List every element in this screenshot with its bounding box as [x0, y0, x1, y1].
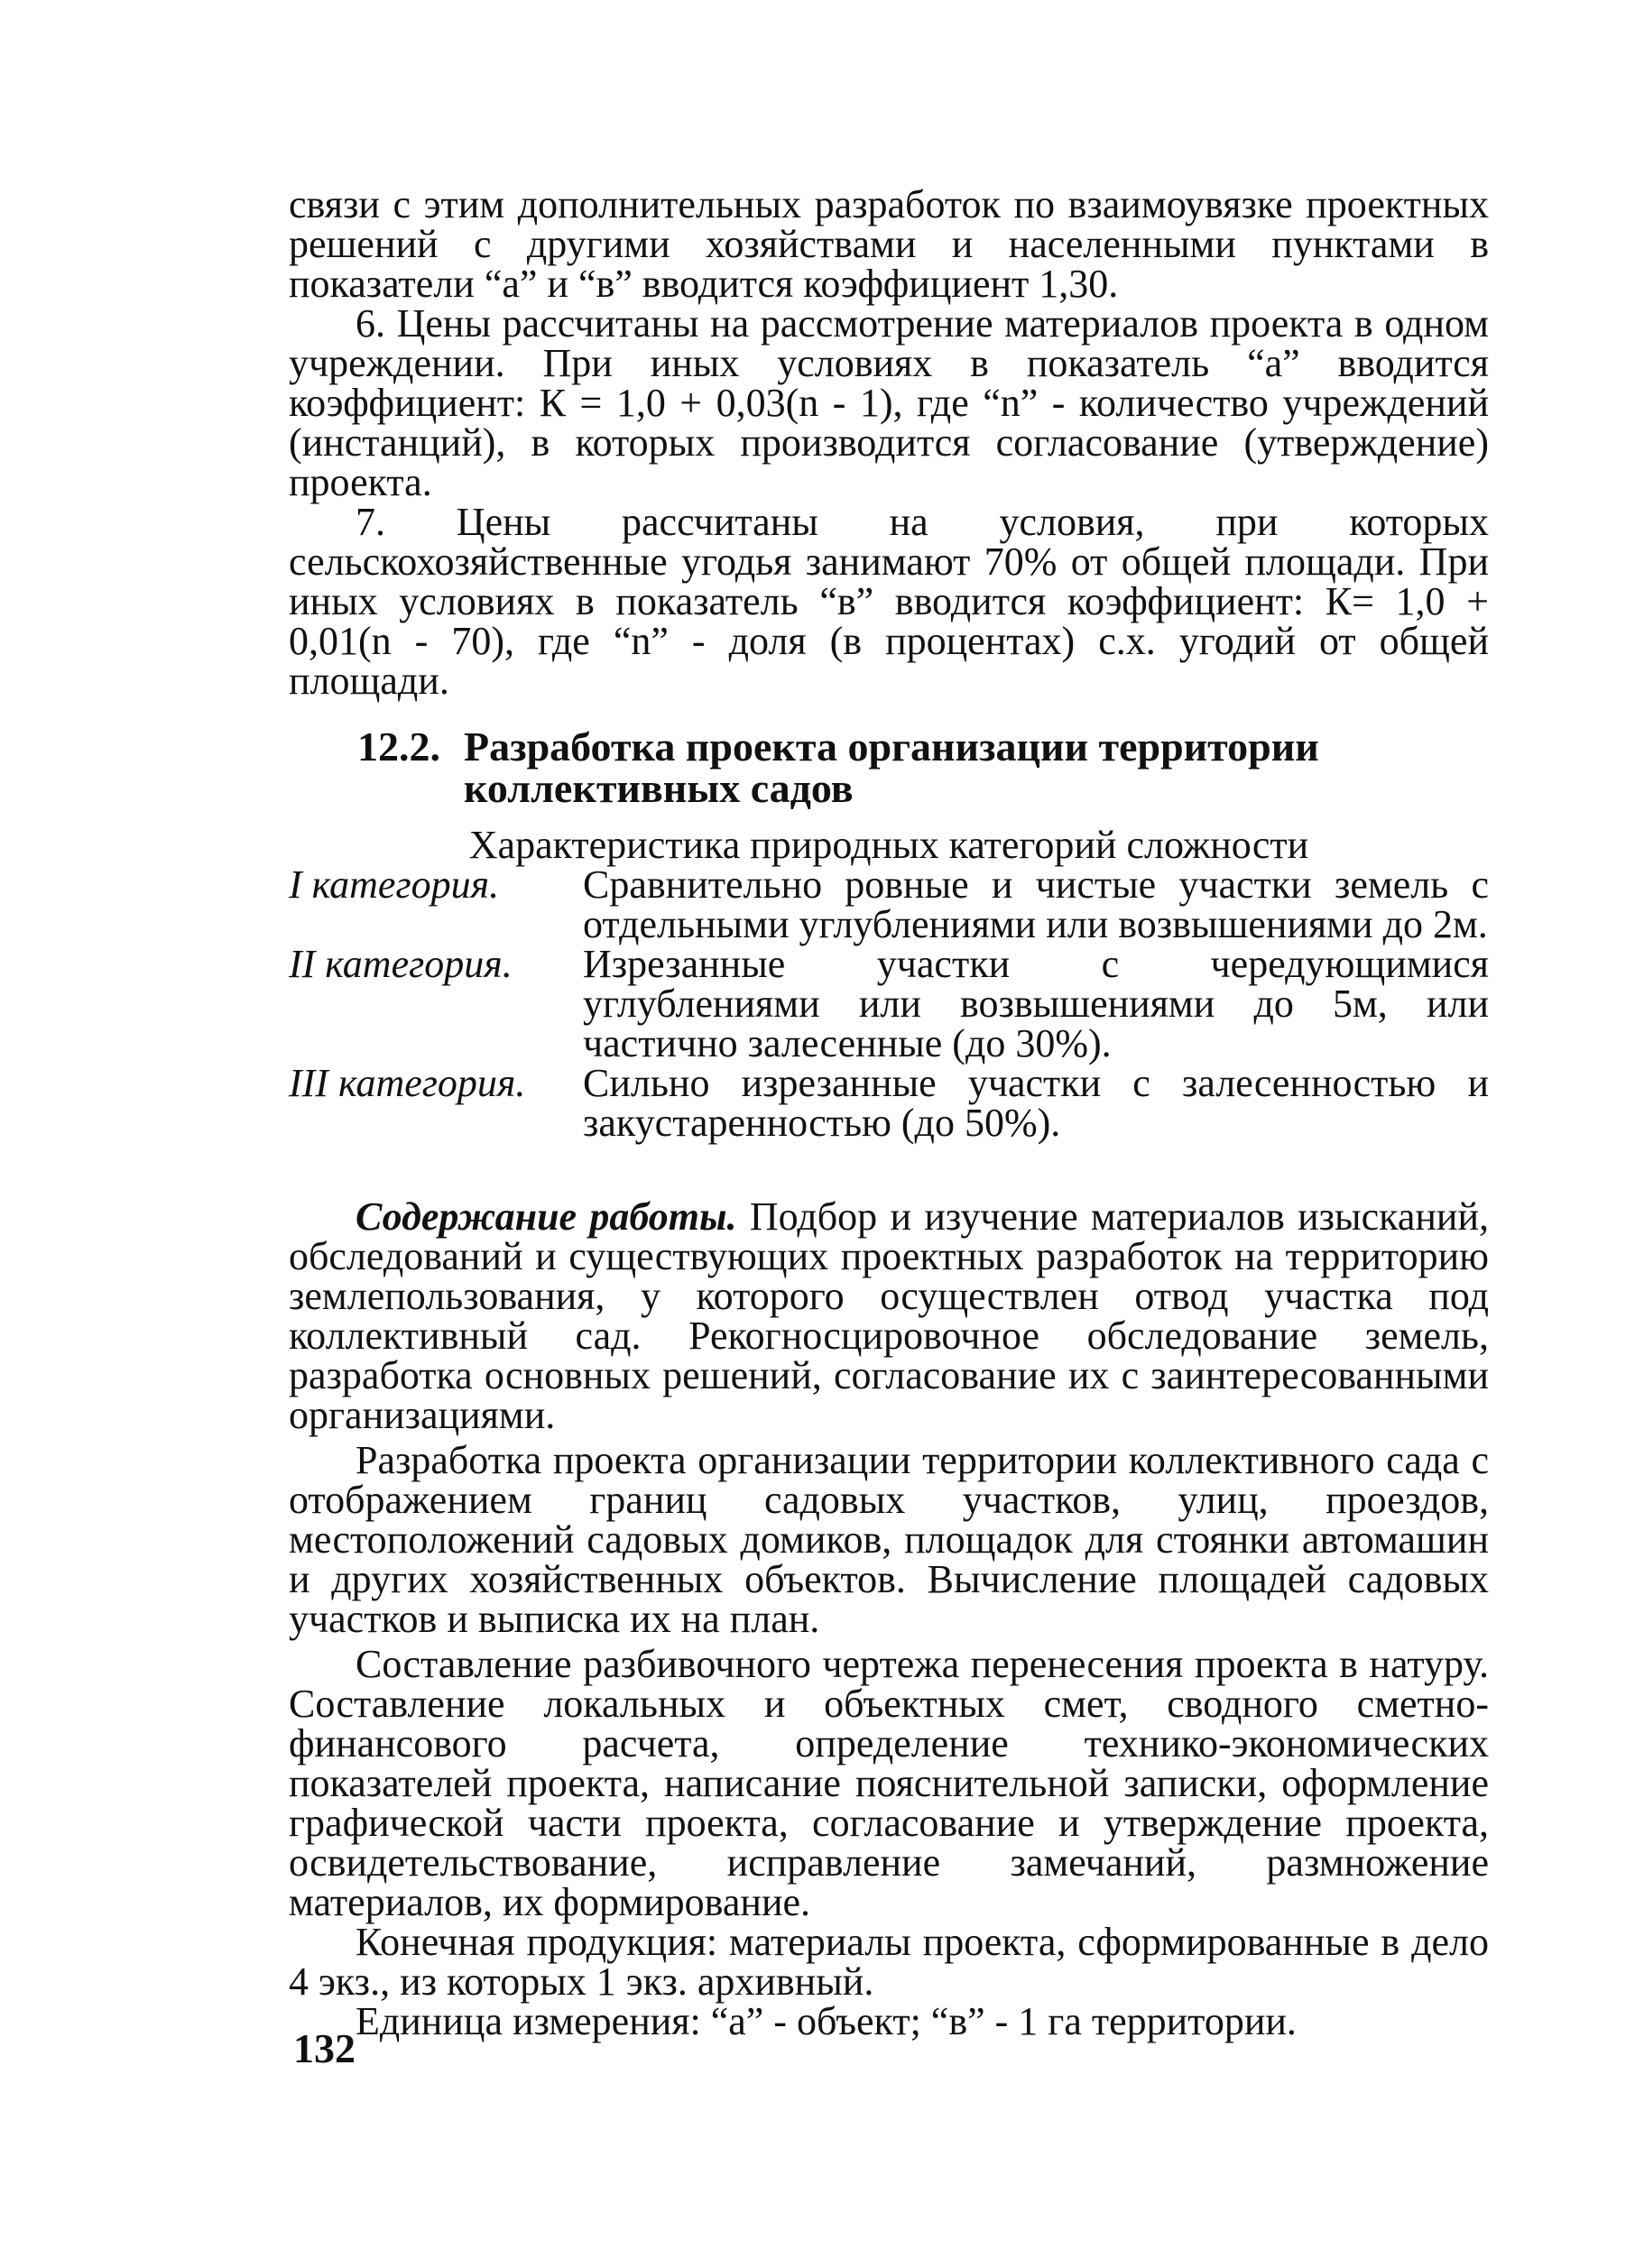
categories-subheading: Характеристика природных категорий сложности	[468, 823, 1309, 867]
final-product-paragraph: Конечная продукция: материалы проекта, сформированные в дело 4 экз., из которых 1 экз. архивный.	[289, 1920, 1489, 2004]
project-development-paragraph: Разработка проекта организации территории коллективного сада с отображением границ садовых участков, улиц, проездов, местоположений садовых домиков, площадок для стоянки автомашин и других хозяйственных объектов. Вычисление площадей садовых участков и выписка их на план.	[289, 1438, 1489, 1641]
category-label: I категория.	[289, 862, 500, 907]
work-content-text: Подбор и изучение материалов изысканий, обследований и существующих проектных разработок на территорию землепользования, у которого осуществлен отвод участка под коллективный сад. Рекогносцировочное обследование земель, разработка основных решений, согласование их с заинтересованными организациями.	[289, 1194, 1490, 1437]
section-heading	[289, 726, 1489, 809]
category-1	[289, 862, 1489, 946]
category-2	[289, 942, 1489, 1065]
work-content-paragraph	[289, 1194, 1490, 1437]
category-text: Сравнительно ровные и чистые участки земель с отдельными углублениями или возвышениями до 2м.	[583, 862, 1489, 946]
continuation-paragraph: связи с этим дополнительных разработок по взаимоувязке проектных решений с другими хозяйствами и населенными пунктами в показатели “а” и “в” вводится коэффициент 1,30.	[289, 182, 1489, 306]
section-title: Разработка проекта организации территории коллективных садов	[464, 724, 1319, 811]
staking-drawing-paragraph: Составление разбивочного чертежа перенесения проекта в натуру. Составление локальных и объектных смет, сводного сметно-финансового расчета, определение технико-экономических показателей проекта, написание пояснительной записки, оформление графической части проекта, согласование и утверждение проекта, освидетельствование, исправление замечаний, размножение материалов, их формирование.	[289, 1642, 1489, 1924]
category-text: Изрезанные участки с чередующимися углублениями или возвышениями до 5м, или частично залесенные (до 30%).	[583, 942, 1489, 1065]
section-number: 12.2.	[357, 724, 440, 770]
work-content-lead: Содержание работы.	[356, 1194, 737, 1239]
page-number: 132	[293, 2025, 356, 2071]
category-label: II категория.	[289, 942, 513, 986]
item-6-paragraph: 6. Цены рассчитаны на рассмотрение материалов проекта в одном учреждении. При иных условиях в показатель “а” вводится коэффициент: К = 1,0 + 0,03(n - 1), где “n” - количество учреждений (инстанций), в которых производится согласование (утверждение) проекта.	[289, 301, 1489, 504]
item-7-paragraph: 7. Цены рассчитаны на условия, при которых сельскохозяйственные угодья занимают 70% от общей площади. При иных условиях в показатель “в” вводится коэффициент: К= 1,0 + 0,01(n - 70), где “n” - доля (в процентах) с.х. угодий от общей площади.	[289, 500, 1489, 703]
category-text: Сильно изрезанные участки с залесенностью и закустаренностью (до 50%).	[583, 1061, 1489, 1145]
category-label: III категория.	[289, 1061, 526, 1105]
page-body	[289, 182, 1490, 2043]
category-3	[289, 1061, 1489, 1145]
unit-of-measure-paragraph: Единица измерения: “а” - объект; “в” - 1 га территории.	[356, 1999, 1297, 2043]
